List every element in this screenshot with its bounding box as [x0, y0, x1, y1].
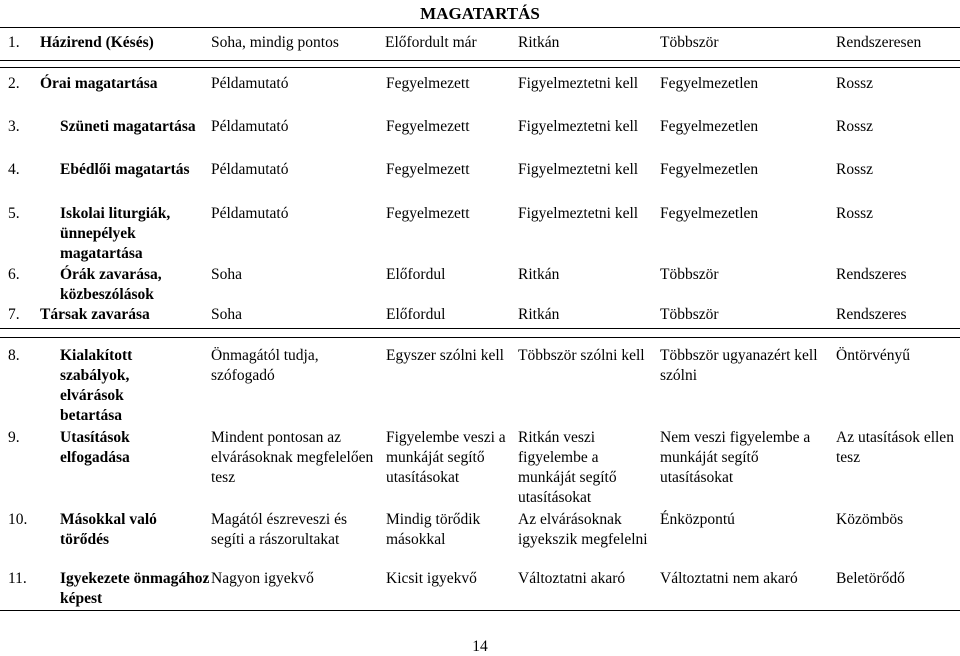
row-number: 9. [8, 429, 20, 446]
table-cell: Nagyon igyekvő [211, 570, 314, 587]
table-cell: Fegyelmezetlen [660, 205, 759, 222]
table-cell: Figyelmeztetni kell [518, 118, 639, 135]
table-cell: Figyelmeztetni kell [518, 75, 639, 92]
table-cell: Soha, mindig pontos [211, 34, 339, 51]
table-cell: Ritkán [518, 34, 560, 51]
table-cell: Többször [660, 34, 719, 51]
table-cell: Figyelembe veszi a munkáját segítő utasításokat [386, 429, 506, 486]
table-cell: Soha [211, 266, 242, 283]
row-number: 1. [8, 34, 20, 51]
row-label: Órai magatartása [40, 75, 158, 92]
rule [0, 328, 960, 329]
row-number: 6. [8, 266, 20, 283]
table-cell: Rossz [836, 205, 874, 222]
row-label: Másokkal való törődés [60, 511, 157, 548]
table-cell: Fegyelmezetlen [660, 118, 759, 135]
row-label: Igyekezete önmagához képest [60, 570, 210, 607]
table-cell: Fegyelmezetlen [660, 75, 759, 92]
table-cell: Soha [211, 306, 242, 323]
table-cell: Ritkán [518, 266, 560, 283]
table-cell: Ritkán veszi figyelembe a munkáját segítő utasításokat [518, 429, 617, 506]
row-label: Házirend (Késés) [40, 34, 154, 51]
table-cell: Fegyelmezett [386, 161, 470, 178]
page-title: MAGATARTÁS [420, 4, 540, 23]
table-cell: Többször ugyanazért kell szólni [660, 347, 818, 384]
table-cell: Fegyelmezett [386, 205, 470, 222]
row-label: Utasítások elfogadása [60, 429, 130, 466]
rule [0, 337, 960, 338]
table-cell: Beletörődő [836, 570, 905, 587]
table-cell: Nem veszi figyelembe a munkáját segítő utasításokat [660, 429, 811, 486]
row-number: 5. [8, 205, 20, 222]
table-cell: Rendszeres [836, 266, 907, 283]
table-cell: Mindig törődik másokkal [386, 511, 481, 548]
row-number: 10. [8, 511, 28, 528]
row-number: 4. [8, 161, 20, 178]
table-cell: Példamutató [211, 75, 289, 92]
row-label: Órák zavarása, közbeszólások [60, 266, 162, 303]
rule [0, 67, 960, 68]
row-label: Ebédlői magatartás [60, 161, 190, 178]
table-cell: Többször [660, 266, 719, 283]
table-cell: Egyszer szólni kell [386, 347, 504, 364]
rule-bottom [0, 610, 960, 611]
table-cell: Fegyelmezett [386, 118, 470, 135]
table-cell: Változtatni akaró [518, 570, 626, 587]
table-cell: Előfordult már [385, 34, 477, 51]
table-cell: Figyelmeztetni kell [518, 205, 639, 222]
row-number: 8. [8, 347, 20, 364]
table-cell: Magától észreveszi és segíti a rászorultakat [211, 511, 347, 548]
table-cell: Kicsit igyekvő [386, 570, 477, 587]
row-label: Szüneti magatartása [60, 118, 196, 135]
table-cell: Rendszeres [836, 306, 907, 323]
table-cell: Ritkán [518, 306, 560, 323]
row-number: 11. [8, 570, 27, 587]
table-cell: Rossz [836, 75, 874, 92]
table-cell: Példamutató [211, 161, 289, 178]
row-number: 3. [8, 118, 20, 135]
table-cell: Énközpontú [660, 511, 735, 528]
table-cell: Többször szólni kell [518, 347, 645, 364]
table-cell: Rossz [836, 118, 874, 135]
table-cell: Példamutató [211, 205, 289, 222]
table-cell: Fegyelmezett [386, 75, 470, 92]
table-cell: Rossz [836, 161, 874, 178]
table-cell: Rendszeresen [836, 34, 922, 51]
rule-top [0, 27, 960, 28]
table-cell: Mindent pontosan az elvárásoknak megfelelően tesz [211, 429, 374, 486]
table-cell: Változtatni nem akaró [660, 570, 798, 587]
row-label: Kialakított szabályok, elvárások betartása [60, 347, 133, 424]
row-number: 7. [8, 306, 20, 323]
table-cell: Az utasítások ellen tesz [836, 429, 954, 466]
row-label: Iskolai liturgiák, ünnepélyek magatartása [60, 205, 171, 262]
table-cell: Előfordul [386, 266, 446, 283]
page-number: 14 [472, 638, 488, 655]
table-cell: Példamutató [211, 118, 289, 135]
table-cell: Közömbös [836, 511, 904, 528]
table-cell: Előfordul [386, 306, 446, 323]
row-label: Társak zavarása [40, 306, 150, 323]
table-cell: Fegyelmezetlen [660, 161, 759, 178]
table-cell: Az elvárásoknak igyekszik megfelelni [518, 511, 648, 548]
table-cell: Figyelmeztetni kell [518, 161, 639, 178]
table-cell: Öntörvényű [836, 347, 911, 364]
rule [0, 60, 960, 61]
table-cell: Többször [660, 306, 719, 323]
row-number: 2. [8, 75, 20, 92]
table-cell: Önmagától tudja, szófogadó [211, 347, 319, 384]
